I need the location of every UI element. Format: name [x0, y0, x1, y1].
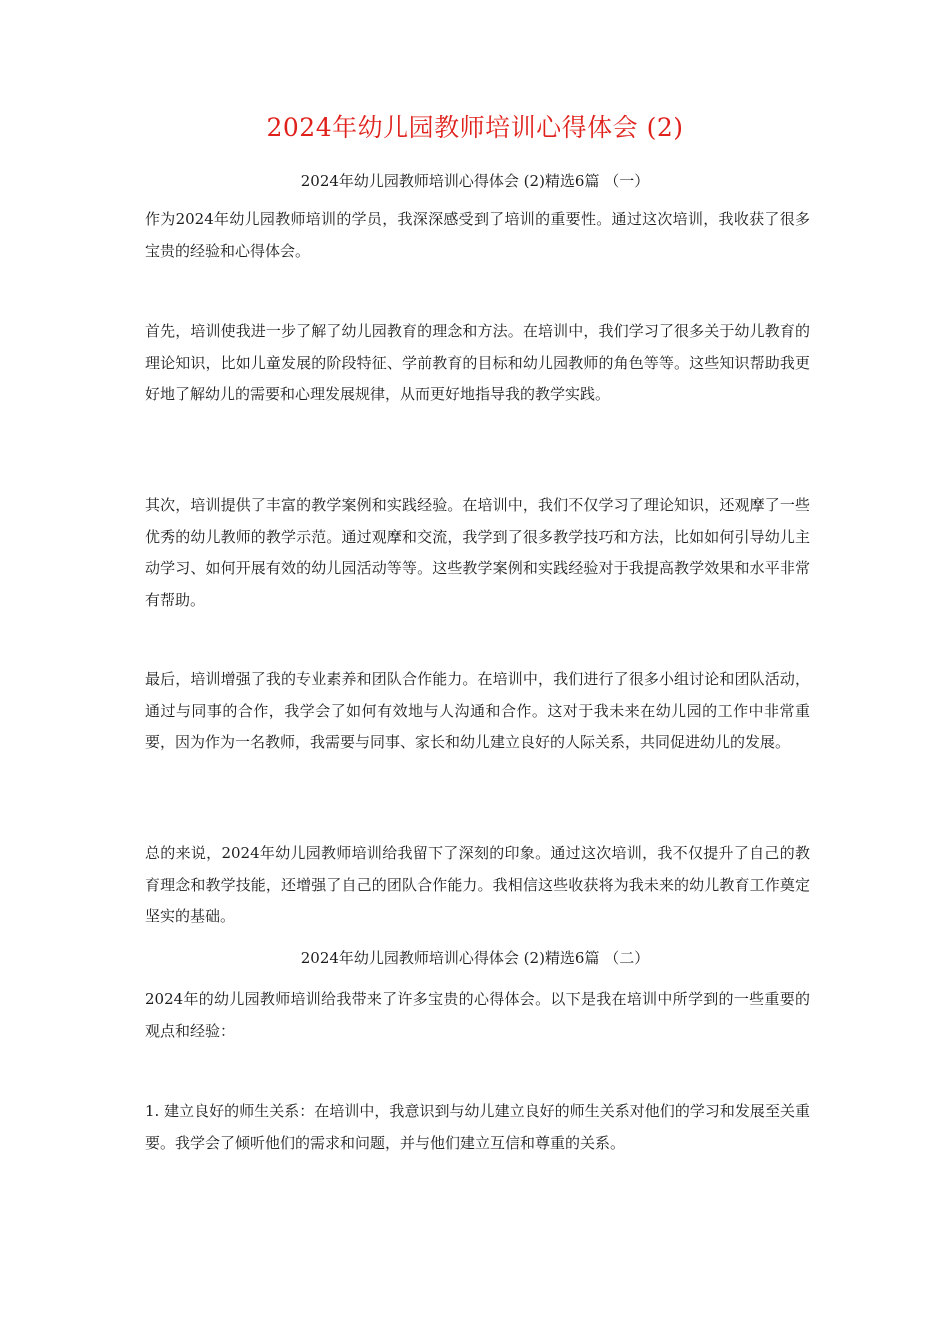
paragraph-point-1: 1. 建立良好的师生关系：在培训中，我意识到与幼儿建立良好的师生关系对他们的学习和发展至关重要。我学会了倾听他们的需求和问题，并与他们建立互信和尊重的关系。	[145, 1102, 810, 1152]
paragraph-last: 最后，培训增强了我的专业素养和团队合作能力。在培训中，我们进行了很多小组讨论和团队活动，通过与同事的合作，我学会了如何有效地与人沟通和合作。这对于我未来在幼儿园的工作中非常重要，因为作为一名教师，我需要与同事、家长和幼儿建立良好的人际关系，共同促进幼儿的发展。	[145, 670, 810, 751]
paragraph-summary: 总的来说，2024年幼儿园教师培训给我留下了深刻的印象。通过这次培训，我不仅提升了自己的教育理念和教学技能，还增强了自己的团队合作能力。我相信这些收获将为我未来的幼儿教育工作奠定坚实的基础。	[145, 844, 810, 925]
paragraph-intro: 作为2024年幼儿园教师培训的学员，我深深感受到了培训的重要性。通过这次培训，我收获了很多宝贵的经验和心得体会。	[145, 210, 810, 260]
section-heading-1: 2024年幼儿园教师培训心得体会 (2)精选6篇 （一）	[300, 172, 650, 190]
paragraph-second: 其次，培训提供了丰富的教学案例和实践经验。在培训中，我们不仅学习了理论知识，还观摩了一些优秀的幼儿教师的教学示范。通过观摩和交流，我学到了很多教学技巧和方法，比如如何引导幼儿主动学习、如何开展有效的幼儿园活动等等。这些教学案例和实践经验对于我提高教学效果和水平非常有帮助。	[145, 496, 810, 609]
paragraph-first: 首先，培训使我进一步了解了幼儿园教育的理念和方法。在培训中，我们学习了很多关于幼儿教育的理论知识，比如儿童发展的阶段特征、学前教育的目标和幼儿园教师的角色等等。这些知识帮助我更好地了解幼儿的需要和心理发展规律，从而更好地指导我的教学实践。	[145, 322, 810, 403]
paragraph-intro-2: 2024年的幼儿园教师培训给我带来了许多宝贵的心得体会。以下是我在培训中所学到的一些重要的观点和经验：	[145, 990, 810, 1040]
section-heading-2: 2024年幼儿园教师培训心得体会 (2)精选6篇 （二）	[300, 949, 650, 967]
document-title: 2024年幼儿园教师培训心得体会 (2)	[266, 113, 684, 142]
